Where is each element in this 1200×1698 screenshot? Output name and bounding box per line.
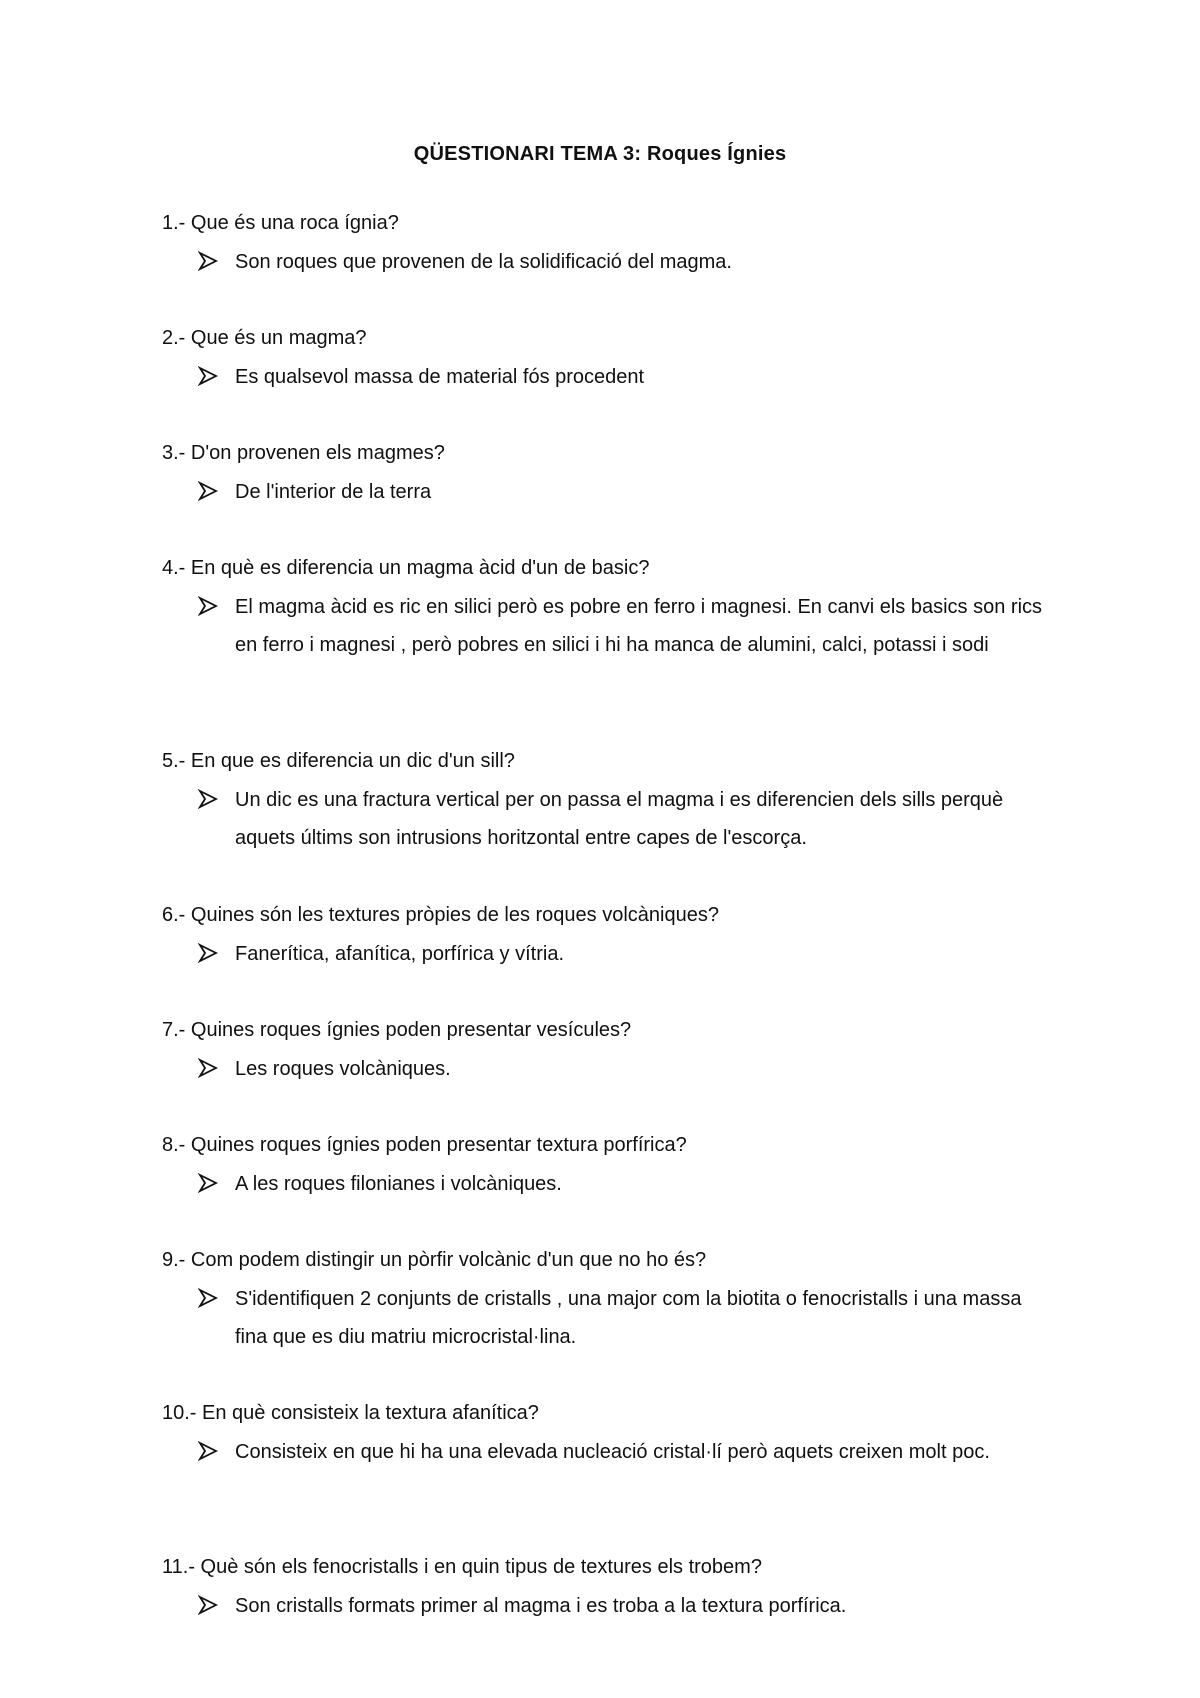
answer-item bbox=[198, 935, 1048, 973]
arrowhead-bullet-icon bbox=[198, 251, 218, 271]
answer-text: Les roques volcàniques. bbox=[235, 1058, 451, 1080]
answer-item bbox=[198, 358, 1048, 396]
answer-item bbox=[198, 1165, 1048, 1203]
question-text: 9.- Com podem distingir un pòrfir volcànic d'un que no ho és? bbox=[162, 1249, 707, 1271]
document-title: QÜESTIONARI TEMA 3: Roques Ígnies bbox=[413, 143, 787, 165]
answer-text: Son cristalls formats primer al magma i es troba a la textura porfírica. bbox=[235, 1595, 847, 1617]
answer-text: Un dic es una fractura vertical per on passa el magma i es diferencien dels sills perquè aquets últims son intrusions horitzontal entre capes de l'escorça. bbox=[235, 789, 1004, 849]
question-text: 10.- En què consisteix la textura afanítica? bbox=[162, 1402, 539, 1424]
answer-text: Consisteix en que hi ha una elevada nucleació cristal·lí però aquets creixen molt poc. bbox=[235, 1441, 990, 1463]
arrowhead-bullet-icon bbox=[198, 596, 218, 616]
answer-item bbox=[198, 781, 1048, 857]
answer-text: Es qualsevol massa de material fós procedent bbox=[235, 366, 645, 388]
answer-item bbox=[198, 473, 1048, 511]
question-text: 4.- En què es diferencia un magma àcid d'un de basic? bbox=[162, 557, 650, 579]
question-text: 11.- Què són els fenocristalls i en quin tipus de textures els trobem? bbox=[162, 1556, 762, 1578]
question-text: 8.- Quines roques ígnies poden presentar textura porfírica? bbox=[162, 1134, 687, 1156]
arrowhead-bullet-icon bbox=[198, 1288, 218, 1308]
answer-text: Son roques que provenen de la solidificació del magma. bbox=[235, 251, 732, 273]
answer-item bbox=[198, 1587, 1048, 1625]
arrowhead-bullet-icon bbox=[198, 1173, 218, 1193]
answer-item bbox=[198, 243, 1048, 281]
question-text: 7.- Quines roques ígnies poden presentar vesícules? bbox=[162, 1019, 632, 1041]
question-text: 5.- En que es diferencia un dic d'un sill? bbox=[162, 750, 515, 772]
arrowhead-bullet-icon bbox=[198, 1595, 218, 1615]
answer-text: El magma àcid es ric en silici però es pobre en ferro i magnesi. En canvi els basics son rics en ferro i magnesi , però pobres en silici i hi ha manca de alumini, calci, potassi i sodi bbox=[235, 596, 1043, 656]
arrowhead-bullet-icon bbox=[198, 481, 218, 501]
answer-item bbox=[198, 588, 1048, 664]
answer-text: De l'interior de la terra bbox=[235, 481, 432, 503]
answer-text: Fanerítica, afanítica, porfírica y vítria. bbox=[235, 943, 565, 965]
answer-text: A les roques filonianes i volcàniques. bbox=[235, 1173, 562, 1195]
answer-item bbox=[198, 1280, 1048, 1356]
arrowhead-bullet-icon bbox=[198, 366, 218, 386]
question-text: 3.- D'on provenen els magmes? bbox=[162, 442, 445, 464]
question-text: 6.- Quines són les textures pròpies de les roques volcàniques? bbox=[162, 904, 719, 926]
arrowhead-bullet-icon bbox=[198, 943, 218, 963]
answer-item bbox=[198, 1433, 1048, 1471]
arrowhead-bullet-icon bbox=[198, 1058, 218, 1078]
question-text: 2.- Que és un magma? bbox=[162, 327, 367, 349]
arrowhead-bullet-icon bbox=[198, 789, 218, 809]
answer-text: S'identifiquen 2 conjunts de cristalls , una major com la biotita o fenocristalls i una massa fina que es diu matriu microcristal·lina. bbox=[235, 1288, 1022, 1348]
arrowhead-bullet-icon bbox=[198, 1441, 218, 1461]
question-text: 1.- Que és una roca ígnia? bbox=[162, 212, 399, 234]
answer-item bbox=[198, 1050, 1048, 1088]
